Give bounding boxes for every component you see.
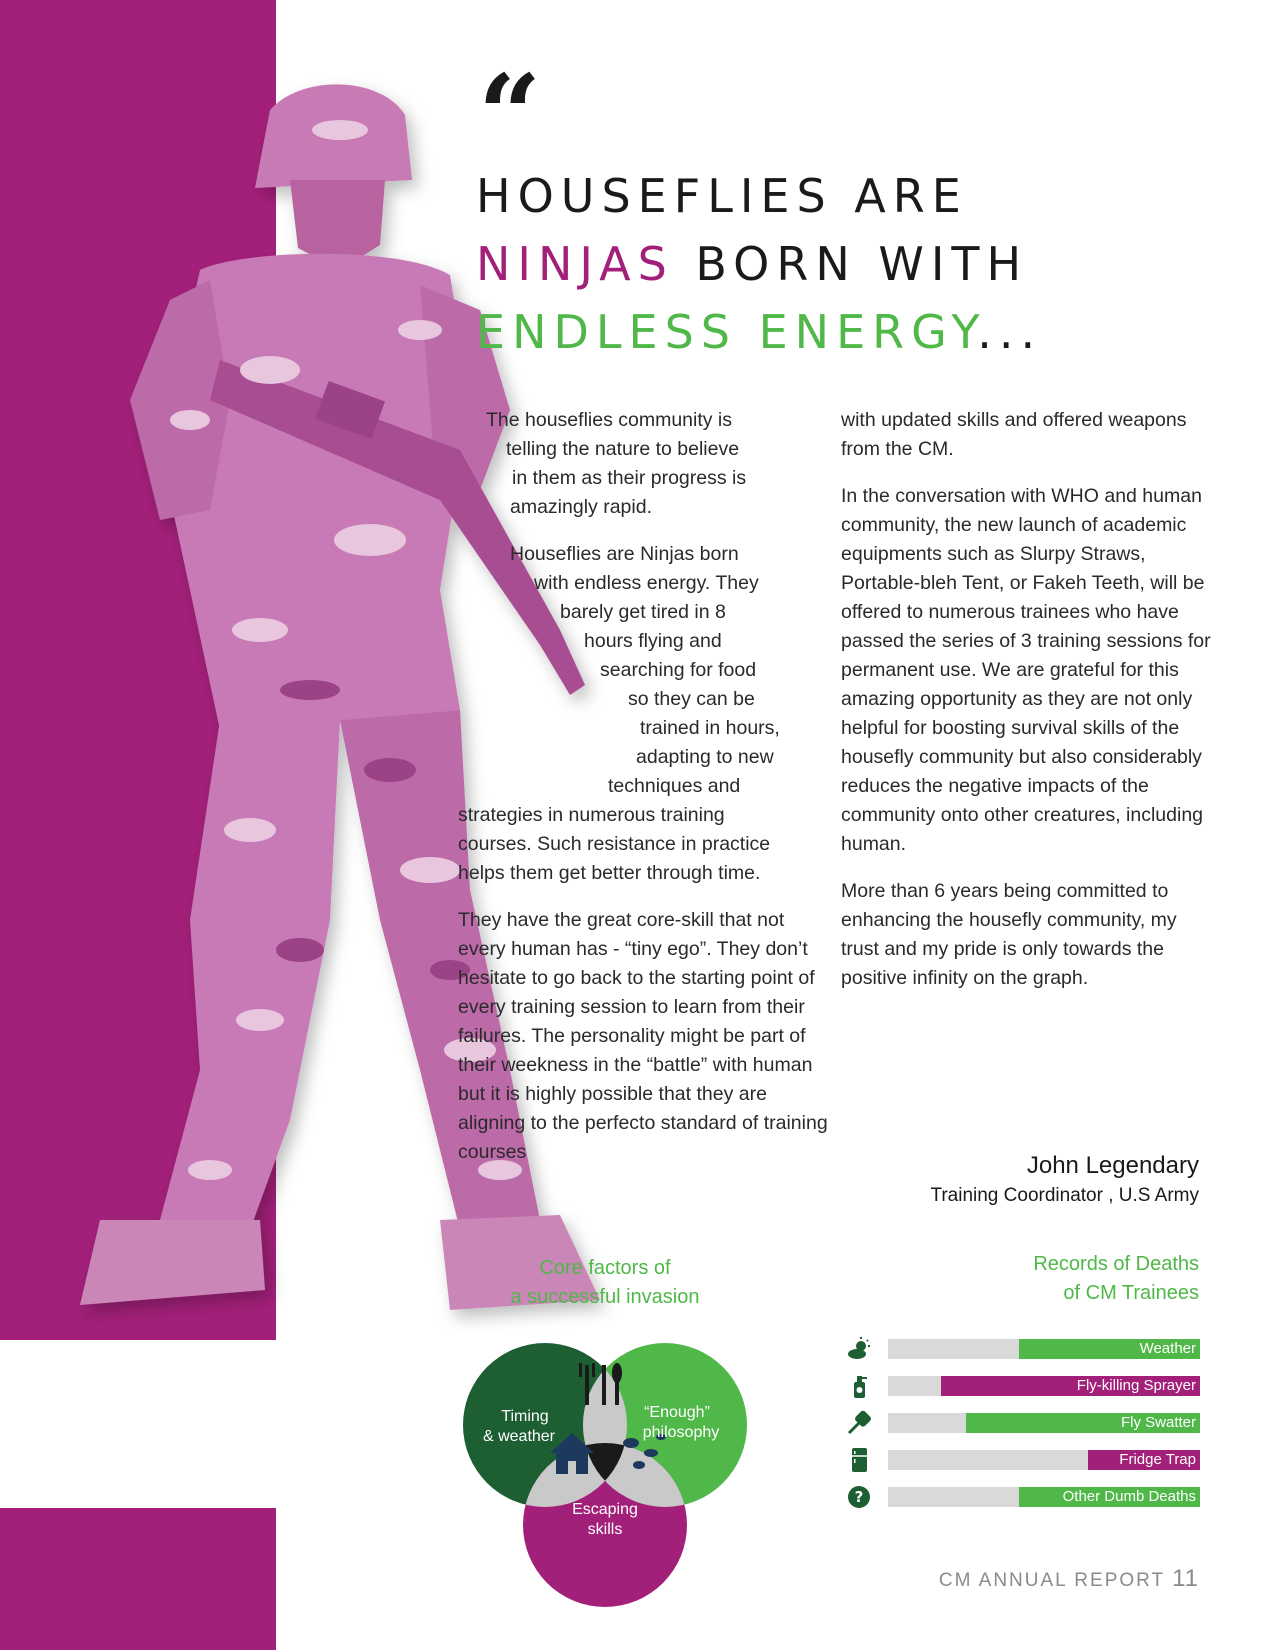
quote-mark: “	[478, 50, 542, 179]
headline	[476, 162, 1042, 366]
bar-chart-title-line-1: Records of Deaths	[1033, 1253, 1199, 1275]
article-paragraph-2	[458, 540, 828, 888]
bar-chart-title-line-2: of CM Trainees	[1063, 1282, 1199, 1304]
article-line: trained in hours,	[640, 717, 780, 739]
footer	[939, 1565, 1199, 1593]
article-line: helps them get better through time.	[458, 862, 761, 884]
article-line: with endless energy. They	[534, 572, 759, 594]
article-paragraph-1	[458, 406, 828, 522]
signature-name: John Legendary	[1026, 1152, 1199, 1179]
bar-row	[846, 1330, 1200, 1368]
article-column-left	[458, 406, 828, 1185]
page-number: 11	[1172, 1565, 1199, 1592]
article-column-right	[841, 406, 1211, 1011]
venn-title	[470, 1254, 740, 1312]
sprayer-icon	[846, 1373, 872, 1399]
bar-row	[846, 1404, 1200, 1442]
signature	[930, 1150, 1199, 1210]
bar-label: Weather	[1139, 1340, 1196, 1357]
article-line: in them as their progress is	[512, 467, 747, 489]
signature-title: Training Coordinator , U.S Army	[930, 1185, 1199, 1206]
headline-line-2	[476, 230, 1042, 298]
venn-label-escaping-2: skills	[587, 1521, 623, 1538]
bar-track	[888, 1339, 1200, 1359]
article-line: barely get tired in 8	[560, 601, 726, 623]
bar-row	[846, 1478, 1200, 1516]
bar-track	[888, 1376, 1200, 1396]
venn-title-line-1: Core factors of	[539, 1257, 671, 1279]
article-line: searching for food	[600, 659, 757, 681]
bar-label: Other Dumb Deaths	[1062, 1488, 1196, 1505]
venn-label-timing-1: Timing	[501, 1408, 549, 1425]
bar-row	[846, 1367, 1200, 1405]
venn-title-line-2: a successful invasion	[510, 1286, 700, 1308]
bar-label: Fly-killing Sprayer	[1076, 1377, 1196, 1394]
article-paragraph-6: More than 6 years being committed to enhancing the housefly community, my trust and my pride is only towards the positive infinity on the graph.	[841, 880, 1177, 989]
venn-label-enough-1: “Enough”	[644, 1404, 710, 1421]
article-line: so they can be	[628, 688, 755, 710]
venn-label-escaping-1: Escaping	[572, 1501, 638, 1518]
question-icon	[846, 1484, 872, 1510]
article-line: techniques and	[608, 775, 741, 797]
bar-label: Fridge Trap	[1119, 1451, 1196, 1468]
footer-label: CM ANNUAL REPORT	[938, 1570, 1165, 1591]
article-line: amazingly rapid.	[510, 496, 652, 518]
venn-label-enough-2: philosophy	[642, 1424, 720, 1441]
bar-row	[846, 1441, 1200, 1479]
headline-line-3-rest: ...	[977, 305, 1043, 359]
bar-track	[888, 1450, 1200, 1470]
article-line: Houseflies are Ninjas born	[510, 543, 739, 565]
fridge-icon	[846, 1447, 872, 1473]
headline-line-1: HOUSEFLIES ARE	[476, 169, 968, 223]
weather-icon	[846, 1336, 872, 1362]
article-line: strategies in numerous training	[458, 804, 725, 826]
article-line: adapting to new	[636, 746, 774, 768]
headline-highlight-ninjas: NINJAS	[476, 237, 674, 291]
bar-chart-title	[1033, 1250, 1199, 1308]
fly-swatter-icon	[846, 1410, 872, 1436]
article-paragraph-4: with updated skills and offered weapons from the CM.	[841, 409, 1187, 460]
svg-text:?: ?	[854, 1488, 864, 1506]
headline-line-2-rest: BORN WITH	[673, 237, 1029, 291]
article-paragraph-5: In the conversation with WHO and human community, the new launch of academic equipments such as Slurpy Straws, Portable-bleh Tent, or Fakeh Teeth, will be offered to numerous trainees who have passed the series of 3 training sessions for permanent use. We are grateful for this amazing opportunity as they are not only helpful for boosting survival skills of the housefly community but also considerably reduces the negative impacts of the community onto other creatures, including human.	[841, 485, 1211, 855]
article-paragraph-3: They have the great core-skill that not every human has - “tiny ego”. They don’t hesitate to go back to the starting point of every training session to learn from their failures. The personality might be part of their weekness in the “battle” with human but it is highly possible that they are aligning to the perfecto standard of training courses	[458, 909, 828, 1163]
bar-track	[888, 1413, 1200, 1433]
venn-label-timing-2: & weather	[482, 1428, 556, 1445]
article-line: The houseflies community is	[486, 409, 733, 431]
article-line: telling the nature to believe	[506, 438, 740, 460]
magenta-band-bottom	[0, 1508, 276, 1650]
bar-track	[888, 1487, 1200, 1507]
venn-diagram	[455, 1335, 755, 1635]
headline-line-3	[476, 298, 1042, 366]
headline-highlight-energy: ENDLESS ENERGY	[476, 305, 978, 359]
article-line: hours flying and	[584, 630, 722, 652]
article-line: courses. Such resistance in practice	[458, 833, 771, 855]
bar-label: Fly Swatter	[1120, 1414, 1196, 1431]
